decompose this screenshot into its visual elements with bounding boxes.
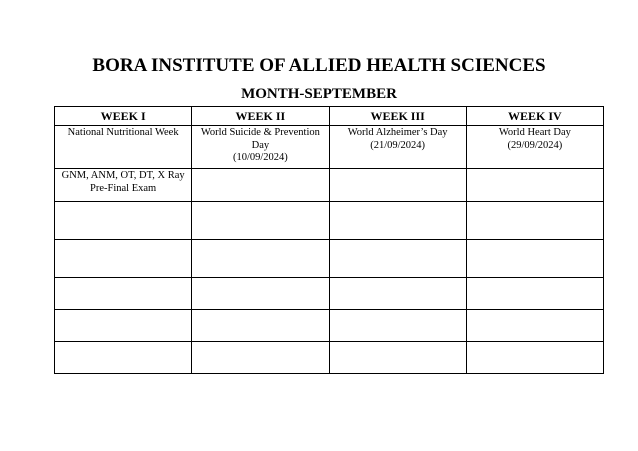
cell-text: GNM, ANM, OT, DT, X Ray [61, 170, 185, 181]
table-row [55, 278, 604, 310]
column-header-week-3: WEEK III [329, 107, 466, 126]
table-row [55, 240, 604, 278]
table-row [55, 342, 604, 374]
table-row [55, 202, 604, 240]
table-cell [466, 202, 603, 240]
table-row [55, 169, 604, 202]
cell-text: Day [251, 139, 270, 151]
document-title: BORA INSTITUTE OF ALLIED HEALTH SCIENCES [92, 55, 546, 76]
table-cell [329, 169, 466, 202]
table-cell [55, 126, 192, 169]
table-cell [466, 240, 603, 278]
table-cell [329, 342, 466, 374]
cell-text: (10/09/2024) [232, 152, 288, 163]
table-cell [329, 310, 466, 342]
table-cell [192, 169, 329, 202]
table-cell [192, 310, 329, 342]
cell-text: (21/09/2024) [370, 139, 426, 151]
table-cell [192, 240, 329, 278]
cell-text: World Alzheimer’s Day [347, 127, 448, 138]
month-heading: MONTH-SEPTEMBER [241, 86, 397, 102]
cell-text: Pre-Final Exam [90, 182, 157, 194]
table-cell [55, 310, 192, 342]
cell-text: World Suicide & Prevention [200, 127, 320, 138]
table-cell [55, 278, 192, 310]
table-header-row [55, 107, 604, 126]
table-cell [55, 202, 192, 240]
table-cell [192, 202, 329, 240]
column-header-week-1: WEEK I [55, 107, 192, 126]
table-cell [466, 278, 603, 310]
table-cell [55, 342, 192, 374]
table-cell [192, 126, 329, 169]
column-header-week-4: WEEK IV [466, 107, 603, 126]
table-cell [329, 240, 466, 278]
table-cell [466, 342, 603, 374]
weekly-events-table [54, 106, 604, 374]
cell-text: (29/09/2024) [507, 139, 563, 151]
table-cell [329, 278, 466, 310]
cell-text: World Heart Day [498, 127, 571, 138]
table-cell [466, 169, 603, 202]
table-row [55, 310, 604, 342]
table-cell [329, 126, 466, 169]
table-cell [192, 342, 329, 374]
table-cell [466, 126, 603, 169]
table-cell [329, 202, 466, 240]
column-header-week-2: WEEK II [192, 107, 329, 126]
table-cell [466, 310, 603, 342]
table-cell [55, 240, 192, 278]
table-cell [55, 169, 192, 202]
table-cell [192, 278, 329, 310]
table-row [55, 126, 604, 169]
cell-text: National Nutritional Week [67, 127, 179, 138]
